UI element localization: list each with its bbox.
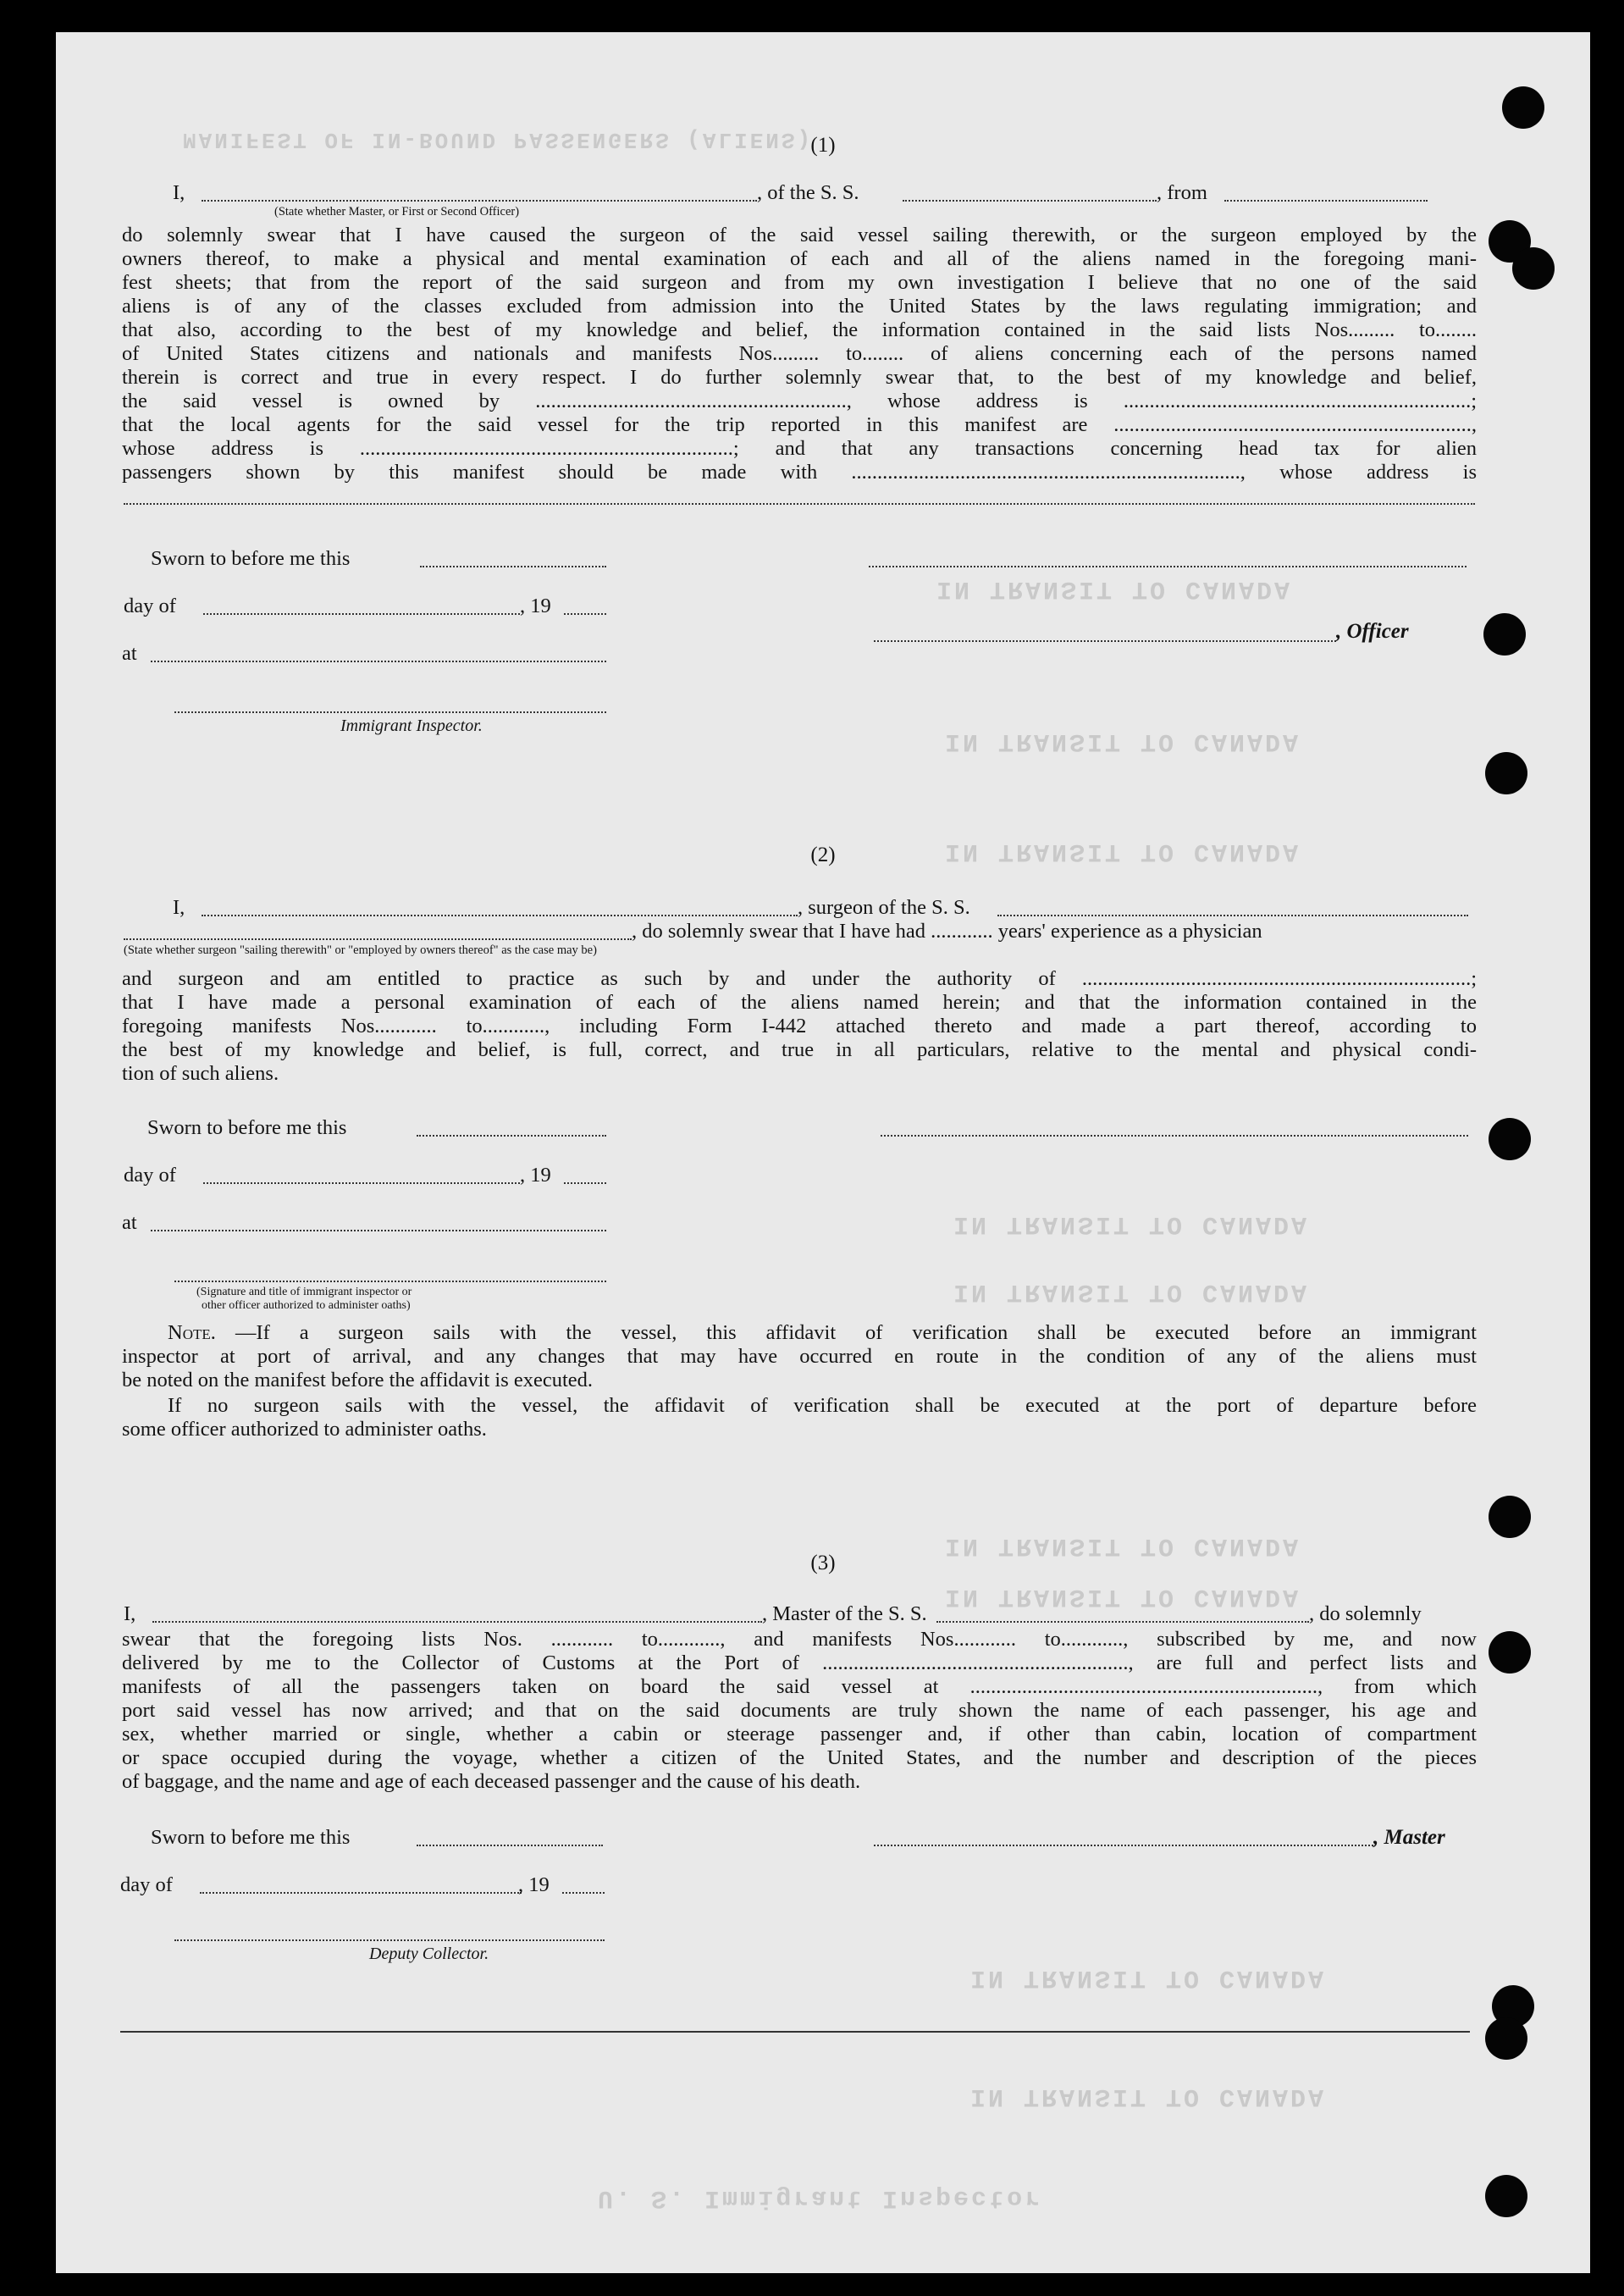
punch-hole	[1489, 1631, 1531, 1674]
bleed-through-row: IN TRANSIT TO CANADA	[953, 1209, 1310, 1238]
s3-line: manifests of all the passengers taken on board the said vessel at ..................................................................., from which	[122, 1675, 1477, 1698]
s2-sig-caption-1: (Signature and title of immigrant inspector or	[196, 1286, 412, 1298]
s3-line: delivered by me to the Collector of Customs at the Port of ..........................................................., are full and perfect lists and	[122, 1651, 1477, 1674]
s3-vessel-rule	[936, 1621, 1309, 1623]
s2-day-of: day of	[124, 1164, 176, 1187]
s2-right-rule	[881, 1135, 1468, 1137]
s2-sworn-rule	[417, 1135, 606, 1137]
bleed-through-row: IN TRANSIT TO CANADA	[945, 727, 1301, 755]
s1-oath-line: fest sheets; that from the report of the said surgeon and from my own investigation I believe that no one of the said	[122, 271, 1477, 294]
s1-from-rule	[1224, 200, 1428, 202]
s1-of-ss: , of the S. S.	[757, 181, 859, 204]
bleed-through-row: IN TRANSIT TO CANADA	[945, 1531, 1301, 1560]
s3-do-solemnly: , do solemnly	[1309, 1602, 1422, 1625]
punch-hole	[1485, 752, 1527, 794]
s2-i: I,	[173, 896, 185, 919]
s3-line: sex, whether married or single, whether a cabin or steerage passenger and, if other than cabin, location of compartment	[122, 1723, 1477, 1746]
s3-name-rule	[152, 1621, 762, 1623]
s2-day-rule	[203, 1182, 520, 1184]
s1-i: I,	[173, 181, 185, 204]
s3-day-of: day of	[120, 1873, 173, 1896]
s1-inspector-rule	[174, 711, 606, 713]
s1-oath-line: aliens is of any of the classes excluded from admission into the United States by the laws regulating immigration; and	[122, 295, 1477, 318]
s1-sworn: Sworn to before me this	[151, 547, 351, 570]
s1-officer-label: , Officer	[1336, 620, 1409, 643]
s2-sig-rule	[174, 1281, 606, 1282]
punch-hole	[1502, 86, 1544, 129]
s1-oath-line: whose address is ........................................................................; and that any transactions concerning head tax for alien	[122, 437, 1477, 460]
s3-line: or space occupied during the voyage, whether a citizen of the United States, and the number and description of the pieces	[122, 1746, 1477, 1769]
s3-line: port said vessel has now arrived; and that on the said documents are truly shown the name of each passenger, his age and	[122, 1699, 1477, 1722]
s1-address-rule	[124, 503, 1475, 505]
s3-line: swear that the foregoing lists Nos. ............ to............, and manifests Nos............ to............, subscribed by me, and now	[122, 1628, 1477, 1651]
bleed-through-row: IN TRANSIT TO CANADA	[945, 837, 1301, 866]
bleed-through-row: IN TRANSIT TO CANADA	[970, 2082, 1327, 2111]
s3-collector-label: Deputy Collector.	[369, 1945, 489, 1963]
s1-right-rule	[869, 566, 1467, 567]
s2-experience: , do solemnly swear that I have had ............ years' experience as a physician	[632, 920, 1262, 943]
s1-sworn-rule	[420, 566, 606, 567]
s1-oath-line: that the local agents for the said vessel for the trip reported in this manifest are .....................................................................,	[122, 413, 1477, 436]
s3-line: of baggage, and the name and age of each deceased passenger and the cause of his death.	[122, 1770, 861, 1793]
note-line: some officer authorized to administer oaths.	[122, 1418, 487, 1441]
s2-year-rule	[564, 1182, 606, 1184]
s1-day-rule	[203, 613, 520, 615]
s2-surgeon-of: , surgeon of the S. S.	[798, 896, 970, 919]
note-label: Note.	[168, 1321, 216, 1344]
s1-inspector-label: Immigrant Inspector.	[340, 716, 483, 735]
note-line: be noted on the manifest before the affidavit is executed.	[122, 1369, 594, 1391]
s1-day-of: day of	[124, 595, 176, 617]
bottom-rule	[120, 2031, 1470, 2033]
note-line: inspector at port of arrival, and any changes that may have occurred en route in the condition of any of the aliens must	[122, 1345, 1477, 1368]
bleed-through-footer: U. S. Immigrant Inspector	[598, 2183, 1043, 2212]
s1-oath-line: the said vessel is owned by ............................................................, whose address is ...................................................................;	[122, 390, 1477, 412]
s1-nineteen: , 19	[520, 595, 551, 617]
s1-oath-line: passengers shown by this manifest should be made with ..........................................................................., whose address is	[122, 461, 1477, 484]
document-page	[56, 32, 1590, 2273]
s3-nineteen: , 19	[518, 1873, 550, 1896]
s2-line: the best of my knowledge and belief, is full, correct, and true in all particulars, relative to the mental and physical condi-	[122, 1038, 1477, 1061]
s1-oath-line: that also, according to the best of my knowledge and belief, the information contained in the said lists Nos......... to........	[122, 318, 1477, 341]
punch-hole	[1489, 1118, 1531, 1160]
s1-name-rule	[202, 200, 757, 202]
s2-at-rule	[151, 1230, 606, 1231]
s3-year-rule	[562, 1892, 605, 1894]
bleed-through-row: IN TRANSIT TO CANADA	[953, 1277, 1310, 1306]
punch-hole	[1483, 613, 1526, 656]
s2-at: at	[122, 1211, 137, 1234]
s1-at: at	[122, 642, 137, 665]
s1-oath-line: do solemnly swear that I have caused the surgeon of the said vessel sailing therewith, or the surgeon employed by the	[122, 224, 1477, 246]
s2-line: foregoing manifests Nos............ to............, including Form I-442 attached thereto and made a part thereof, according to	[122, 1015, 1477, 1037]
bleed-through-row: IN TRANSIT TO CANADA	[945, 1582, 1301, 1611]
s2-vessel-rule	[997, 915, 1468, 916]
s2-name-rule	[202, 915, 798, 916]
note-line: —If a surgeon sails with the vessel, this affidavit of verification shall be executed before an immigrant	[235, 1321, 1477, 1344]
bleed-through-row: IN TRANSIT TO CANADA	[970, 1963, 1327, 1992]
s2-line: and surgeon and am entitled to practice as such by and under the authority of ...........................................................................;	[122, 967, 1477, 990]
s3-sworn-rule	[417, 1845, 603, 1846]
s3-collector-rule	[174, 1939, 605, 1941]
s3-master-rule	[874, 1845, 1373, 1846]
s1-oath-line: therein is correct and true in every respect. I do further solemnly swear that, to the best of my knowledge and belief,	[122, 366, 1477, 389]
s1-caption: (State whether Master, or First or Second Officer)	[274, 205, 520, 219]
s2-line: tion of such aliens.	[122, 1062, 279, 1085]
s2-sworn: Sworn to before me this	[147, 1116, 347, 1139]
s3-day-rule	[200, 1892, 522, 1894]
punch-hole	[1512, 247, 1555, 290]
punch-hole	[1489, 1496, 1531, 1538]
bleed-through-heading: MANIFEST OF IN-BOUND PASSENGERS (ALIENS)	[183, 127, 814, 152]
s1-officer-rule	[874, 640, 1336, 642]
note-line: If no surgeon sails with the vessel, the affidavit of verification shall be executed at the port of departure before	[168, 1394, 1477, 1417]
s2-line: that I have made a personal examination of each of the aliens named herein; and that the information contained in the	[122, 991, 1477, 1014]
punch-hole	[1485, 2175, 1527, 2217]
s3-sworn: Sworn to before me this	[151, 1826, 351, 1849]
s3-master-of: , Master of the S. S.	[762, 1602, 927, 1625]
punch-hole	[1485, 2017, 1527, 2060]
s2-sig-caption-2: other officer authorized to administer oaths)	[202, 1299, 411, 1312]
s1-from: , from	[1157, 181, 1207, 204]
section-3-number: (3)	[810, 1552, 836, 1574]
section-2-number: (2)	[810, 844, 836, 866]
s2-nineteen: , 19	[520, 1164, 551, 1187]
s2-caption: (State whether surgeon "sailing therewith" or "employed by owners thereof" as the case may be)	[124, 943, 597, 957]
s1-oath-line: of United States citizens and nationals and manifests Nos......... to........ of aliens concerning each of the persons named	[122, 342, 1477, 365]
s3-master-label: , Master	[1373, 1826, 1445, 1849]
bleed-through-row: IN TRANSIT TO CANADA	[936, 574, 1293, 603]
s1-oath-line: owners thereof, to make a physical and mental examination of each and all of the aliens named in the foregoing mani-	[122, 247, 1477, 270]
s2-vessel-rule-2	[124, 938, 632, 940]
s1-vessel-rule	[903, 200, 1157, 202]
section-1-number: (1)	[810, 134, 836, 157]
s3-i: I,	[124, 1602, 136, 1625]
s1-at-rule	[151, 661, 606, 662]
s1-year-rule	[564, 613, 606, 615]
